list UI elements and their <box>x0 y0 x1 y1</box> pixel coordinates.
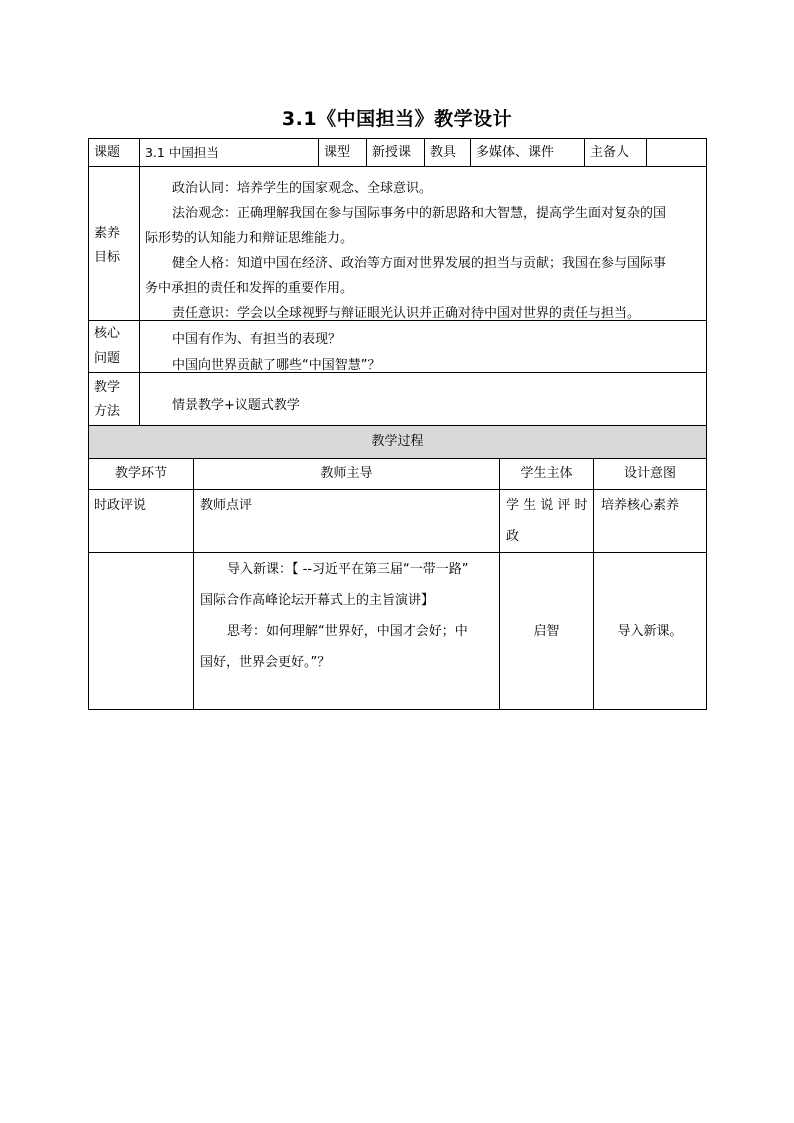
row1-student-line2: 政 <box>506 529 520 544</box>
tools-value: 多媒体、课件 <box>476 145 555 160</box>
tools-label: 教具 <box>430 145 457 160</box>
column-header-intent: 设计意图 <box>623 466 676 481</box>
column-header-teacher: 教师主导 <box>320 466 373 481</box>
literacy-line: 责任意识：学会以全球视野与辩证眼光认识并正确对待中国对世界的责任与担当。 <box>172 306 641 321</box>
core-question-line: 中国向世界贡献了哪些“中国智慧”？ <box>172 358 381 373</box>
column-header-stage: 教学环节 <box>114 466 167 481</box>
core-question-label-line1: 核心 <box>94 326 121 341</box>
row2-intent: 导入新课。 <box>617 624 683 639</box>
preparer-label: 主备人 <box>590 145 630 160</box>
row2-teacher-line: 国好，世界会更好。”？ <box>200 655 331 670</box>
literacy-line: 政治认同：培养学生的国家观念、全球意识。 <box>172 181 433 196</box>
row2-student: 启智 <box>533 624 560 639</box>
row1-intent: 培养核心素养 <box>601 498 680 513</box>
literacy-line: 法治观念：正确理解我国在参与国际事务中的新思路和大智慧，提高学生面对复杂的国 <box>172 206 667 221</box>
literacy-line: 健全人格：知道中国在经济、政治等方面对世界发展的担当与贡献；我国在参与国际事 <box>172 256 667 271</box>
process-heading: 教学过程 <box>371 434 424 449</box>
row2-teacher-line: 导入新课：【 --习近平在第三届“一带一路” <box>227 562 469 577</box>
method-label-line1: 教学 <box>94 380 121 395</box>
method-value: 情景教学+议题式教学 <box>172 398 300 413</box>
topic-label: 课题 <box>94 145 121 160</box>
literacy-line: 务中承担的责任和发挥的重要作用。 <box>145 281 354 296</box>
literacy-label-line2: 目标 <box>94 250 121 265</box>
row1-student-line1: 学 生 说 评 时 <box>506 498 588 513</box>
core-question-label-line2: 问题 <box>94 351 121 366</box>
topic-value: 3.1 中国担当 <box>145 145 219 160</box>
row1-teacher: 教师点评 <box>200 498 253 513</box>
row2-teacher-line: 国际合作高峰论坛开幕式上的主旨演讲】 <box>200 593 435 608</box>
row2-teacher-line: 思考：如何理解“世界好，中国才会好；中 <box>227 624 468 639</box>
column-header-student: 学生主体 <box>520 466 573 481</box>
type-label: 课型 <box>324 145 351 160</box>
literacy-line: 际形势的认知能力和辩证思维能力。 <box>145 231 354 246</box>
document-title: 3.1《中国担当》教学设计 <box>281 108 513 130</box>
type-value: 新授课 <box>372 145 412 160</box>
row1-stage: 时政评说 <box>94 498 147 513</box>
method-label-line2: 方法 <box>94 404 121 419</box>
core-question-line: 中国有作为、有担当的表现？ <box>172 332 342 347</box>
literacy-label-line1: 素养 <box>94 226 121 241</box>
